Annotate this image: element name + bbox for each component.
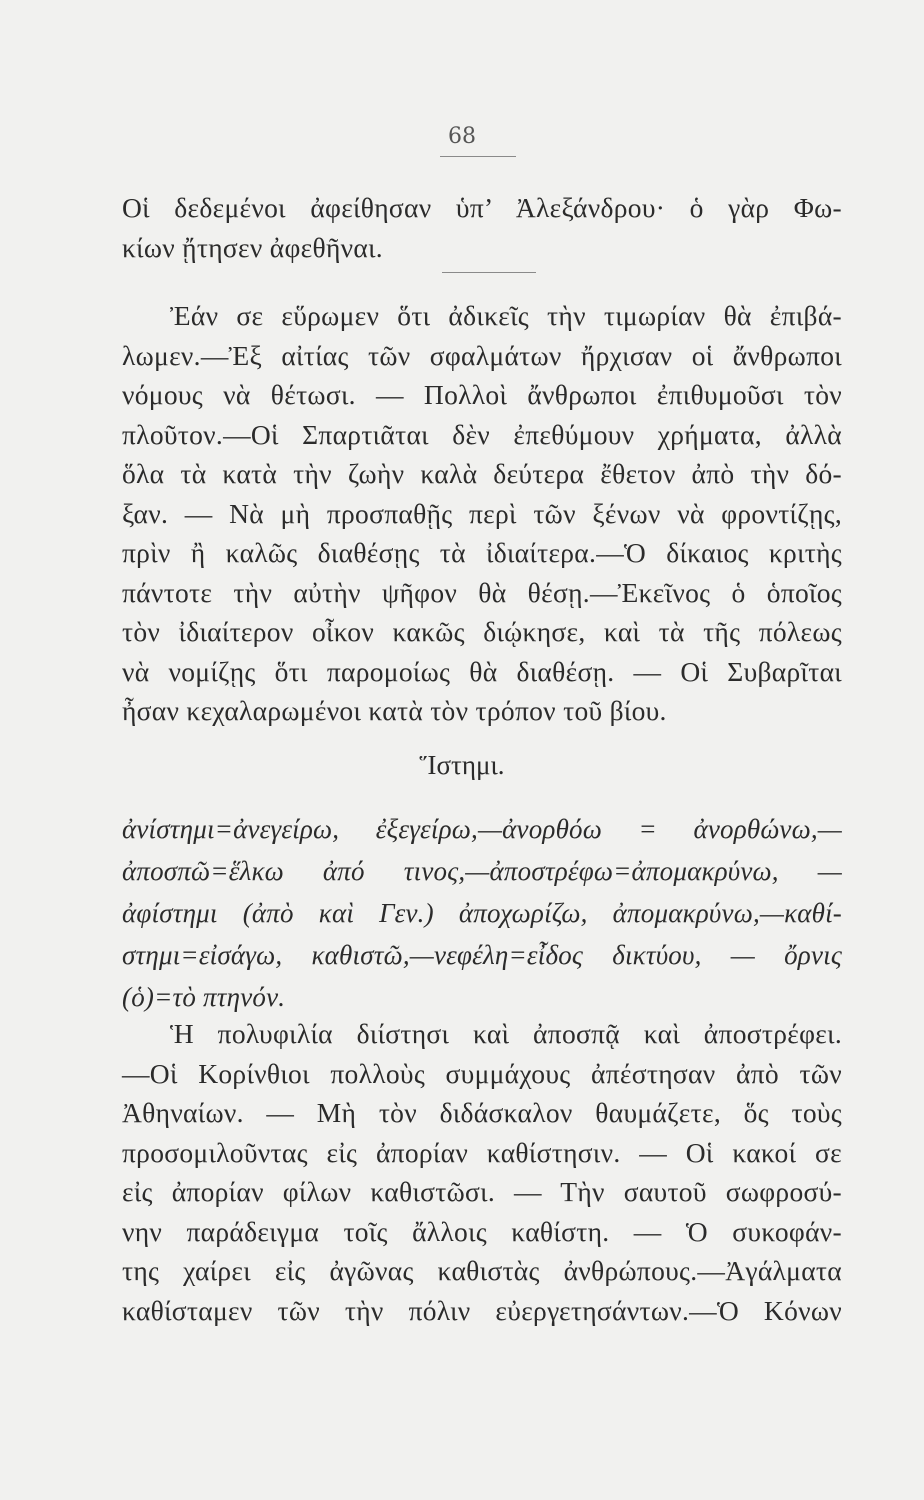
paragraph-3	[122, 1014, 842, 1330]
paragraph-2	[122, 296, 842, 731]
paragraph-1	[122, 188, 842, 267]
text-line: ὅλα τὰ κατὰ τὴν ζωὴν καλὰ δεύτερα ἔθετον ἀπὸ τὴν δό-	[122, 458, 842, 489]
text-line: τὸν ἰδιαίτερον οἶκον κακῶς διῴκησε, καὶ τὰ τῆς πόλεως	[122, 616, 842, 647]
text-line: νην παράδειγμα τοῖς ἄλλοις καθίστη. — Ὁ συκοφάν-	[122, 1215, 842, 1247]
vocab-line: ἀποσπῶ=ἕλκω ἀπό τινος,—ἀποστρέφω=ἀπομακρύνω, —	[122, 856, 842, 886]
text-line: της χαίρει εἰς ἀγῶνας καθιστὰς ἀνθρώπους.—Ἀγάλματα	[122, 1255, 842, 1286]
text-line: ἦσαν κεχαλαρωμένοι κατὰ τὸν τρόπον τοῦ βίου.	[122, 695, 667, 726]
text-line: πάντοτε τὴν αὐτὴν ψῆφον θὰ θέσῃ.—Ἐκεῖνος ὁ ὁποῖος	[122, 576, 842, 608]
vocab-line: ἀνίστημι=ἀνεγείρω, ἐξεγείρω,—ἀνορθόω = ἀνορθώνω,—	[122, 814, 842, 844]
text-line: ξαν. — Νὰ μὴ προσπαθῇς περὶ τῶν ξένων νὰ φροντίζῃς,	[122, 497, 842, 529]
text-line: νόμους νὰ θέτωσι. — Πολλοὶ ἄνθρωποι ἐπιθυμοῦσι τὸν	[122, 379, 842, 410]
vocabulary-block	[122, 808, 842, 1018]
text-line: Ἀθηναίων. — Μὴ τὸν διδάσκαλον θαυμάζετε, ὅς τοὺς	[122, 1097, 842, 1128]
text-line: καθίσταμεν τῶν τὴν πόλιν εὐεργετησάντων.—Ὁ Κόνων	[122, 1294, 842, 1326]
text-line: Ἐάν σε εὕρωμεν ὅτι ἀδικεῖς τὴν τιμωρίαν θὰ ἐπιβά-	[170, 300, 842, 331]
page-number: 68	[448, 124, 476, 149]
text-line: εἰς ἀπορίαν φίλων καθιστῶσι. — Τὴν σαυτοῦ σωφροσύ-	[122, 1176, 842, 1207]
section-heading: Ἵστημι.	[419, 750, 505, 780]
text-line: λωμεν.—Ἐξ αἰτίας τῶν σφαλμάτων ἤρχισαν οἱ ἄνθρωποι	[122, 339, 842, 371]
text-line: Ἡ πολυφιλία διίστησι καὶ ἀποσπᾷ καὶ ἀποστρέφει.	[170, 1018, 842, 1049]
text-line: προσομιλοῦντας εἰς ἀπορίαν καθίστησιν. — Οἱ κακοί σε	[122, 1136, 842, 1168]
text-line: πλοῦτον.—Οἱ Σπαρτιᾶται δὲν ἐπεθύμουν χρήματα, ἀλλὰ	[122, 418, 842, 450]
text-line: κίων ᾔτησεν ἀφεθῆναι.	[122, 231, 383, 263]
vocab-line: στημι=εἰσάγω, καθιστῶ,—νεφέλη=εἶδος δικτύου, — ὄρνις	[122, 940, 842, 970]
section-divider	[442, 272, 536, 273]
vocab-line: ἀφίστημι (ἀπὸ καὶ Γεν.) ἀποχωρίζω, ἀπομακρύνω,—καθί-	[122, 898, 842, 928]
page-number-rule	[440, 156, 516, 157]
text-line: Οἱ δεδεμένοι ἀφείθησαν ὑπ’ Ἀλεξάνδρου· ὁ γὰρ Φω-	[122, 192, 842, 223]
text-line: πρὶν ἢ καλῶς διαθέσῃς τὰ ἰδιαίτερα.—Ὁ δίκαιος κριτὴς	[122, 537, 842, 568]
vocab-line: (ὁ)=τὸ πτηνόν.	[122, 982, 286, 1012]
text-line: νὰ νομίζῃς ὅτι παρομοίως θὰ διαθέσῃ. — Οἱ Συβαρῖται	[122, 655, 842, 687]
text-line: —Οἱ Κορίνθιοι πολλοὺς συμμάχους ἀπέστησαν ἀπὸ τῶν	[122, 1057, 842, 1089]
